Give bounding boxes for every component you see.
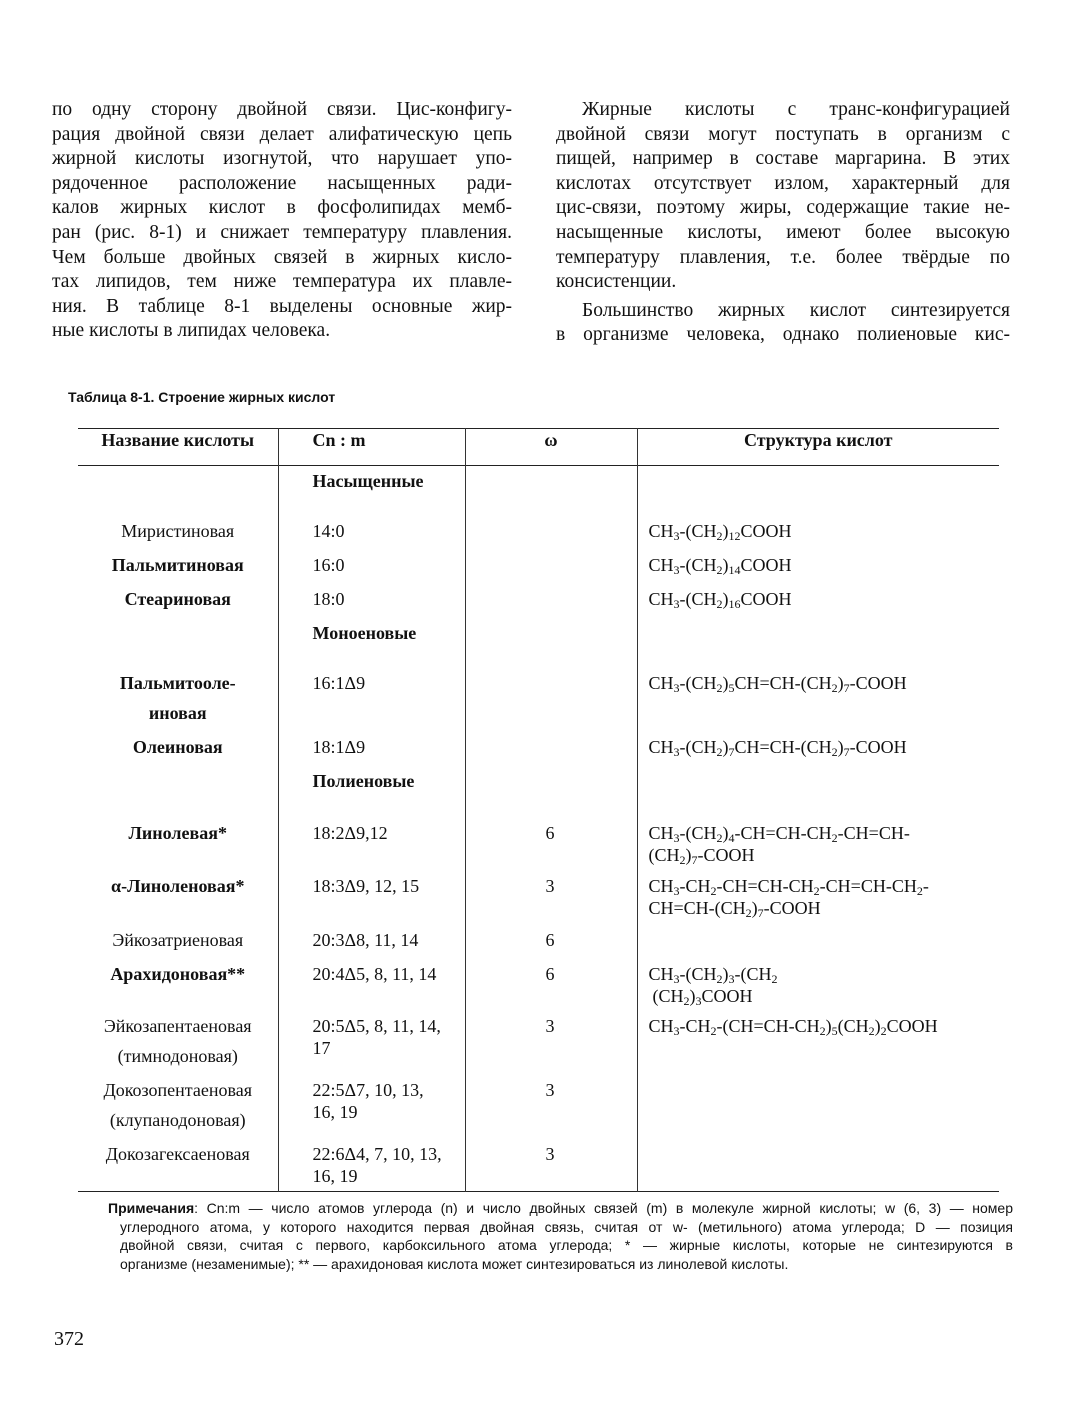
table-row [78,818,999,871]
acid-cn: 18:3Δ9, 12, 15 [278,871,465,925]
acid-name: α-Линоленовая* [111,875,245,896]
acid-name: Эйкозапентаеновая (тимнодоновая) [103,1015,252,1066]
table-row [78,584,999,618]
fatty-acids-table [78,428,999,1192]
group-row-monoenoic [78,618,999,668]
acid-cn: 18:0 [278,584,465,618]
text-line: Большинство жирных кислот синтезируется [582,299,1010,321]
notes-label: Примечания [108,1200,195,1216]
acid-structure: $CH_3-(CH_2)_{16}COOH$ [637,584,999,618]
text-line: Чем больше двойных связей в жирных кисло- [52,246,512,268]
table-row [78,516,999,550]
table-cell [78,618,278,668]
acid-name: Пальмитиновая [111,554,244,575]
acid-omega: 3 [465,1075,637,1139]
acid-omega [465,584,637,618]
left-paragraph [52,98,512,344]
acid-name: Эйкозатриеновая [112,929,244,950]
acid-cn: 22:5Δ7, 10, 13, 16, 19 [278,1075,465,1139]
table-cell [78,766,278,818]
table-row [78,1075,999,1139]
group-label: Насыщенные [278,466,465,516]
acid-cn: 16:1Δ9 [278,668,465,732]
header-cn: Cn : m [278,429,465,466]
group-label: Моноеновые [278,618,465,668]
text-line: Жирные кислоты с транс-конфигурацией [582,99,1010,120]
acid-cn: 18:2Δ9,12 [278,818,465,871]
header-structure: Структура кислот [637,429,999,466]
acid-structure [637,1139,999,1192]
acid-cn: 22:6Δ4, 7, 10, 13, 16, 19 [278,1139,465,1192]
acid-structure: $CH_3-(CH_2)_3-(CH_2$ $(CH_2)_3COOH$ [637,959,999,1011]
acid-name: Стеариновая [124,588,231,609]
text-line: температуру плавления, т.е. более твёрдые по [556,246,1010,268]
acid-name: Докозагексаеновая [105,1143,250,1164]
text-line: рядоченное расположение насыщенных ради- [52,172,512,194]
acid-omega [465,732,637,766]
acid-cn: 20:3Δ8, 11, 14 [278,925,465,959]
table-cell [465,618,637,668]
acid-structure: $CH_3-(CH_2)_4-CH=CH-CH_2-CH=CH-$ $(CH_2)_7$-COOH [637,818,999,871]
page-number: 372 [54,1328,84,1350]
left-text-column [52,98,512,344]
header-name: Название кислоты [101,430,255,450]
acid-cn: 18:1Δ9 [278,732,465,766]
acid-omega: 3 [465,1011,637,1075]
table-cell [637,466,999,516]
text-line: пищей, например в составе маргарина. В этих [556,148,1010,170]
right-paragraph-1 [556,98,1010,295]
text-line: жирной кислоты изогнутой, что нарушает упо- [52,148,512,170]
text-line: кислотах отсутствует излом, характерный для [556,172,1010,194]
text-line: калов жирных кислот в фосфолипидах мемб- [52,197,512,219]
notes-line: двойной связи, считая с первого, карбоксильного атома углерода; * — жирные кислоты, которые не синтезируются в [120,1237,1013,1254]
acid-omega [465,516,637,550]
acid-name: Миристиновая [121,520,235,541]
acid-name: Олеиновая [132,736,223,757]
acid-omega: 6 [465,925,637,959]
notes-line: организме (незаменимые); ** — арахидоновая кислота может синтезироваться из линолевой кислоты. [120,1255,789,1272]
notes-line: углеродного атома, у которого находится первая двойная связь, считая от w- (метильного) атома углерода; D — позиция [120,1218,1013,1235]
acid-structure: $CH_3-(CH_2)_7CH=CH-(CH_2)_7$-COOH [637,732,999,766]
text-line: тах липидов, тем ниже температура их плавле- [52,271,512,293]
table [78,428,999,1192]
acid-omega [465,668,637,732]
group-row-polyenoic [78,766,999,818]
acid-structure [637,1075,999,1139]
table-row [78,1139,999,1192]
acid-structure: $CH_3-CH_2-(CH=CH-CH_2)_5(CH_2)_2COOH$ [637,1011,999,1075]
text-line: ран (рис. 8-1) и снижает температуру плавления. [52,221,512,243]
text-line: в организме человека, однако полиеновые кис- [556,324,1010,346]
table-cell [78,466,278,516]
table-cell [637,766,999,818]
acid-omega [465,550,637,584]
acid-structure: $CH_3-(CH_2)_5CH=CH-(CH_2)_7$-COOH [637,668,999,732]
table-row [78,732,999,766]
header-omega: ω [465,429,637,466]
acid-omega: 6 [465,959,637,1011]
acid-name: Арахидоновая** [110,963,246,984]
notes-line: Примечания: Cn:m — число атомов углерода (n) и число двойных связей (m) в молекуле жирной кислоты; w (6, 3) — номер [108,1200,1013,1216]
acid-name: Докозопентаеновая (клупанодоновая) [103,1079,253,1130]
acid-structure [637,925,999,959]
right-paragraph-2 [556,299,1010,348]
acid-name: Пальмитооле- иновая [119,672,236,723]
right-text-column [556,98,1010,348]
table-cell [637,618,999,668]
text-line: двойной связи могут поступать в организм с [556,123,1010,145]
text-line: цис-связи, поэтому жиры, содержащие такие не- [556,197,1010,219]
text-line: консистенции. [556,271,677,293]
acid-omega: 6 [465,818,637,871]
acid-structure: $CH_3-(CH_2)_{12}COOH$ [637,516,999,550]
table-cell [465,766,637,818]
text-line: рация двойной связи делает алифатическую цепь [52,123,512,145]
acid-omega: 3 [465,1139,637,1192]
group-row-saturated [78,466,999,516]
acid-cn: 16:0 [278,550,465,584]
group-label: Полиеновые [278,766,465,818]
acid-cn: 20:4Δ5, 8, 11, 14 [278,959,465,1011]
table-row [78,668,999,732]
table-row [78,925,999,959]
acid-name: Линолевая* [128,822,227,843]
acid-cn: 14:0 [278,516,465,550]
acid-omega: 3 [465,871,637,925]
text-line: ния. В таблице 8-1 выделены основные жир- [52,295,512,317]
table-header-row [78,429,999,466]
acid-structure: $CH_3-CH_2-CH=CH-CH_2-CH=CH-CH_2-$ $CH=CH-(CH_2)_7$-COOH [637,871,999,925]
table-row [78,871,999,925]
table-notes [108,1199,1013,1273]
text-line: насыщенные кислоты, имеют более высокую [556,221,1010,243]
acid-cn: 20:5Δ5, 8, 11, 14, 17 [278,1011,465,1075]
table-row [78,1011,999,1075]
text-line: по одну сторону двойной связи. Цис-конфигу- [52,99,512,120]
text-line: ные кислоты в липидах человека. [52,320,331,342]
table-caption: Таблица 8-1. Строение жирных кислот [68,389,336,405]
table-row [78,959,999,1011]
table-row [78,550,999,584]
table-cell [465,466,637,516]
acid-structure: $CH_3-(CH_2)_{14}COOH$ [637,550,999,584]
